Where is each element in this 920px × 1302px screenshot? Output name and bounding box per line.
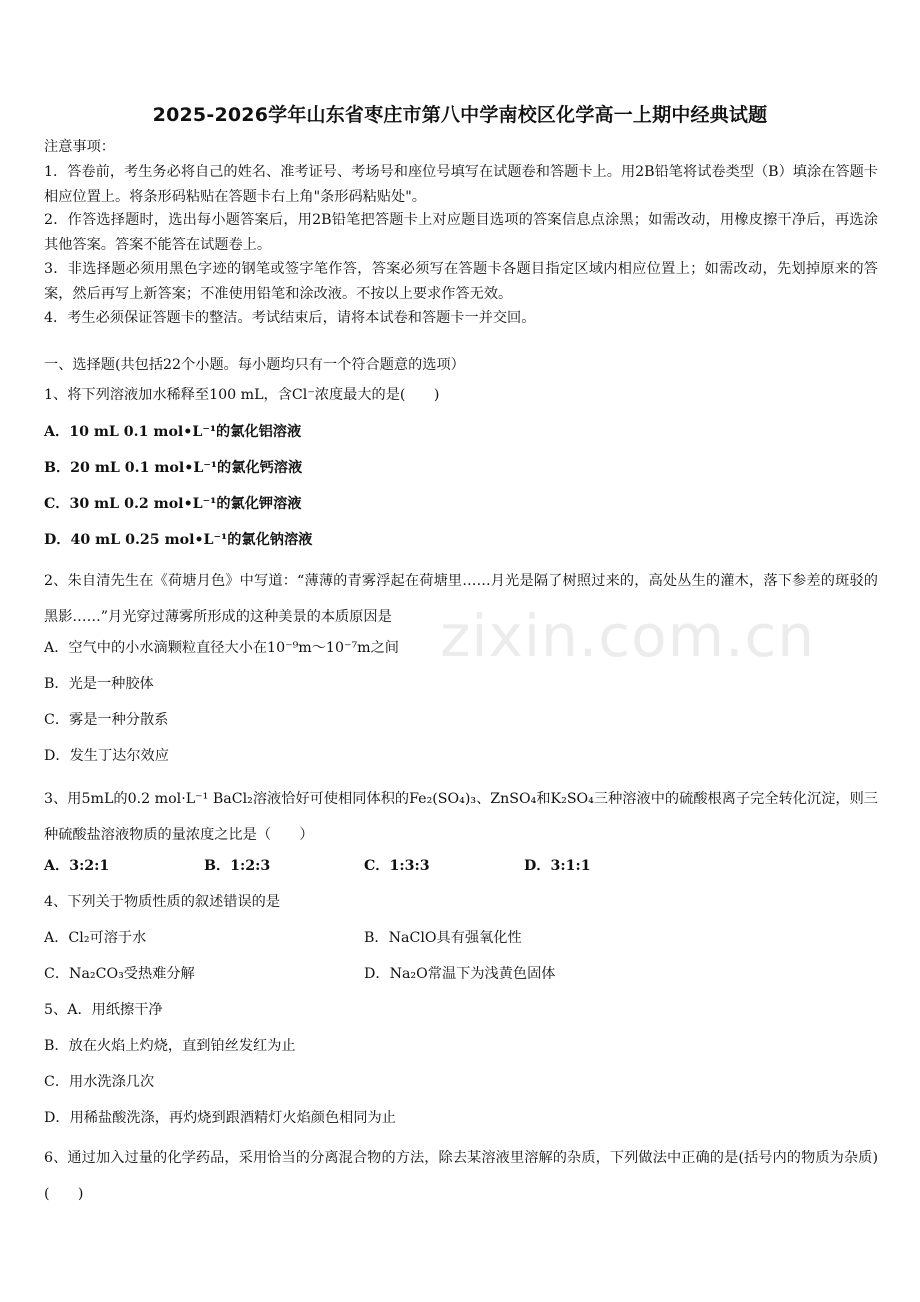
page-title: 2025-2026学年山东省枣庄市第八中学南校区化学高一上期中经典试题 bbox=[152, 104, 768, 126]
question-5-stem: 5、A．用纸擦干净 bbox=[44, 1002, 163, 1018]
question-3-option-d: D．3:1:1 bbox=[524, 858, 591, 874]
question-6-stem: 6、通过加入过量的化学药品，采用恰当的分离混合物的方法，除去某溶液里溶解的杂质，下列做法中正确的是(括号内的物质为杂质)( ) bbox=[44, 1150, 878, 1202]
question-2-option-a: A．空气中的小水滴颗粒直径大小在10⁻⁹m～10⁻⁷m之间 bbox=[44, 640, 399, 656]
notice-heading: 注意事项： bbox=[44, 139, 115, 155]
watermark: zixin.com.cn bbox=[440, 602, 816, 670]
question-2-option-d: D．发生丁达尔效应 bbox=[44, 748, 169, 764]
notice-item-2: 2．作答选择题时，选出每小题答案后，用2B铅笔把答题卡上对应题目选项的答案信息点涂黑；如需改动，用橡皮擦干净后，再选涂其他答案。答案不能答在试题卷上。 bbox=[44, 212, 878, 253]
question-1-option-b: B．20 mL 0.1 mol•L⁻¹的氯化钙溶液 bbox=[44, 460, 303, 476]
question-1-option-c: C．30 mL 0.2 mol•L⁻¹的氯化钾溶液 bbox=[44, 496, 302, 512]
notice-item-1: 1．答卷前，考生务必将自己的姓名、准考证号、考场号和座位号填写在试题卷和答题卡上。用2B铅笔将试卷类型（B）填涂在答题卡相应位置上。将条形码粘贴在答题卡右上角"条形码粘贴处"。 bbox=[44, 164, 878, 205]
question-3-option-a: A．3:2:1 bbox=[44, 858, 110, 874]
question-2-option-c: C．雾是一种分散系 bbox=[44, 712, 169, 728]
notice-item-4: 4．考生必须保证答题卡的整洁。考试结束后，请将本试卷和答题卡一并交回。 bbox=[44, 310, 536, 326]
question-2-stem: 2、朱自清先生在《荷塘月色》中写道：“薄薄的青雾浮起在荷塘里……月光是隔了树照过来的，高处丛生的灌木，落下参差的斑驳的黑影……”月光穿过薄雾所形成的这种美景的本质原因是 bbox=[44, 573, 878, 625]
question-5-option-c: C．用水洗涤几次 bbox=[44, 1074, 155, 1090]
question-4-option-c: C．Na₂CO₃受热难分解 bbox=[44, 966, 195, 982]
question-1-option-a: A．10 mL 0.1 mol•L⁻¹的氯化铝溶液 bbox=[44, 424, 302, 440]
question-4-option-d: D．Na₂O常温下为浅黄色固体 bbox=[364, 966, 556, 982]
question-2-option-b: B．光是一种胶体 bbox=[44, 676, 154, 692]
question-1-option-d: D．40 mL 0.25 mol•L⁻¹的氯化钠溶液 bbox=[44, 532, 313, 548]
question-4-option-a: A．Cl₂可溶于水 bbox=[44, 930, 147, 946]
question-3-stem: 3、用5mL的0.2 mol·L⁻¹ BaCl₂溶液恰好可使相同体积的Fe₂(SO₄)₃、ZnSO₄和K₂SO₄三种溶液中的硫酸根离子完全转化沉淀，则三种硫酸盐溶液物质的量浓度之比是（ ） bbox=[44, 791, 878, 843]
section-heading: 一、选择题(共包括22个小题。每小题均只有一个符合题意的选项） bbox=[44, 357, 465, 373]
question-1-stem: 1、将下列溶液加水稀释至100 mL，含Cl⁻浓度最大的是( ) bbox=[44, 387, 440, 403]
notice-item-3: 3．非选择题必须用黑色字迹的钢笔或签字笔作答，答案必须写在答题卡各题目指定区域内相应位置上；如需改动，先划掉原来的答案，然后再写上新答案；不准使用铅笔和涂改液。不按以上要求作答无效。 bbox=[44, 261, 878, 302]
question-4-stem: 4、下列关于物质性质的叙述错误的是 bbox=[44, 894, 281, 910]
question-3-option-c: C．1:3:3 bbox=[364, 858, 430, 874]
question-3-option-b: B．1:2:3 bbox=[204, 858, 271, 874]
question-5-option-d: D．用稀盐酸洗涤，再灼烧到跟酒精灯火焰颜色相同为止 bbox=[44, 1110, 396, 1126]
question-4-option-b: B．NaClO具有强氧化性 bbox=[364, 930, 522, 946]
question-5-option-b: B．放在火焰上灼烧，直到铂丝发红为止 bbox=[44, 1038, 296, 1054]
